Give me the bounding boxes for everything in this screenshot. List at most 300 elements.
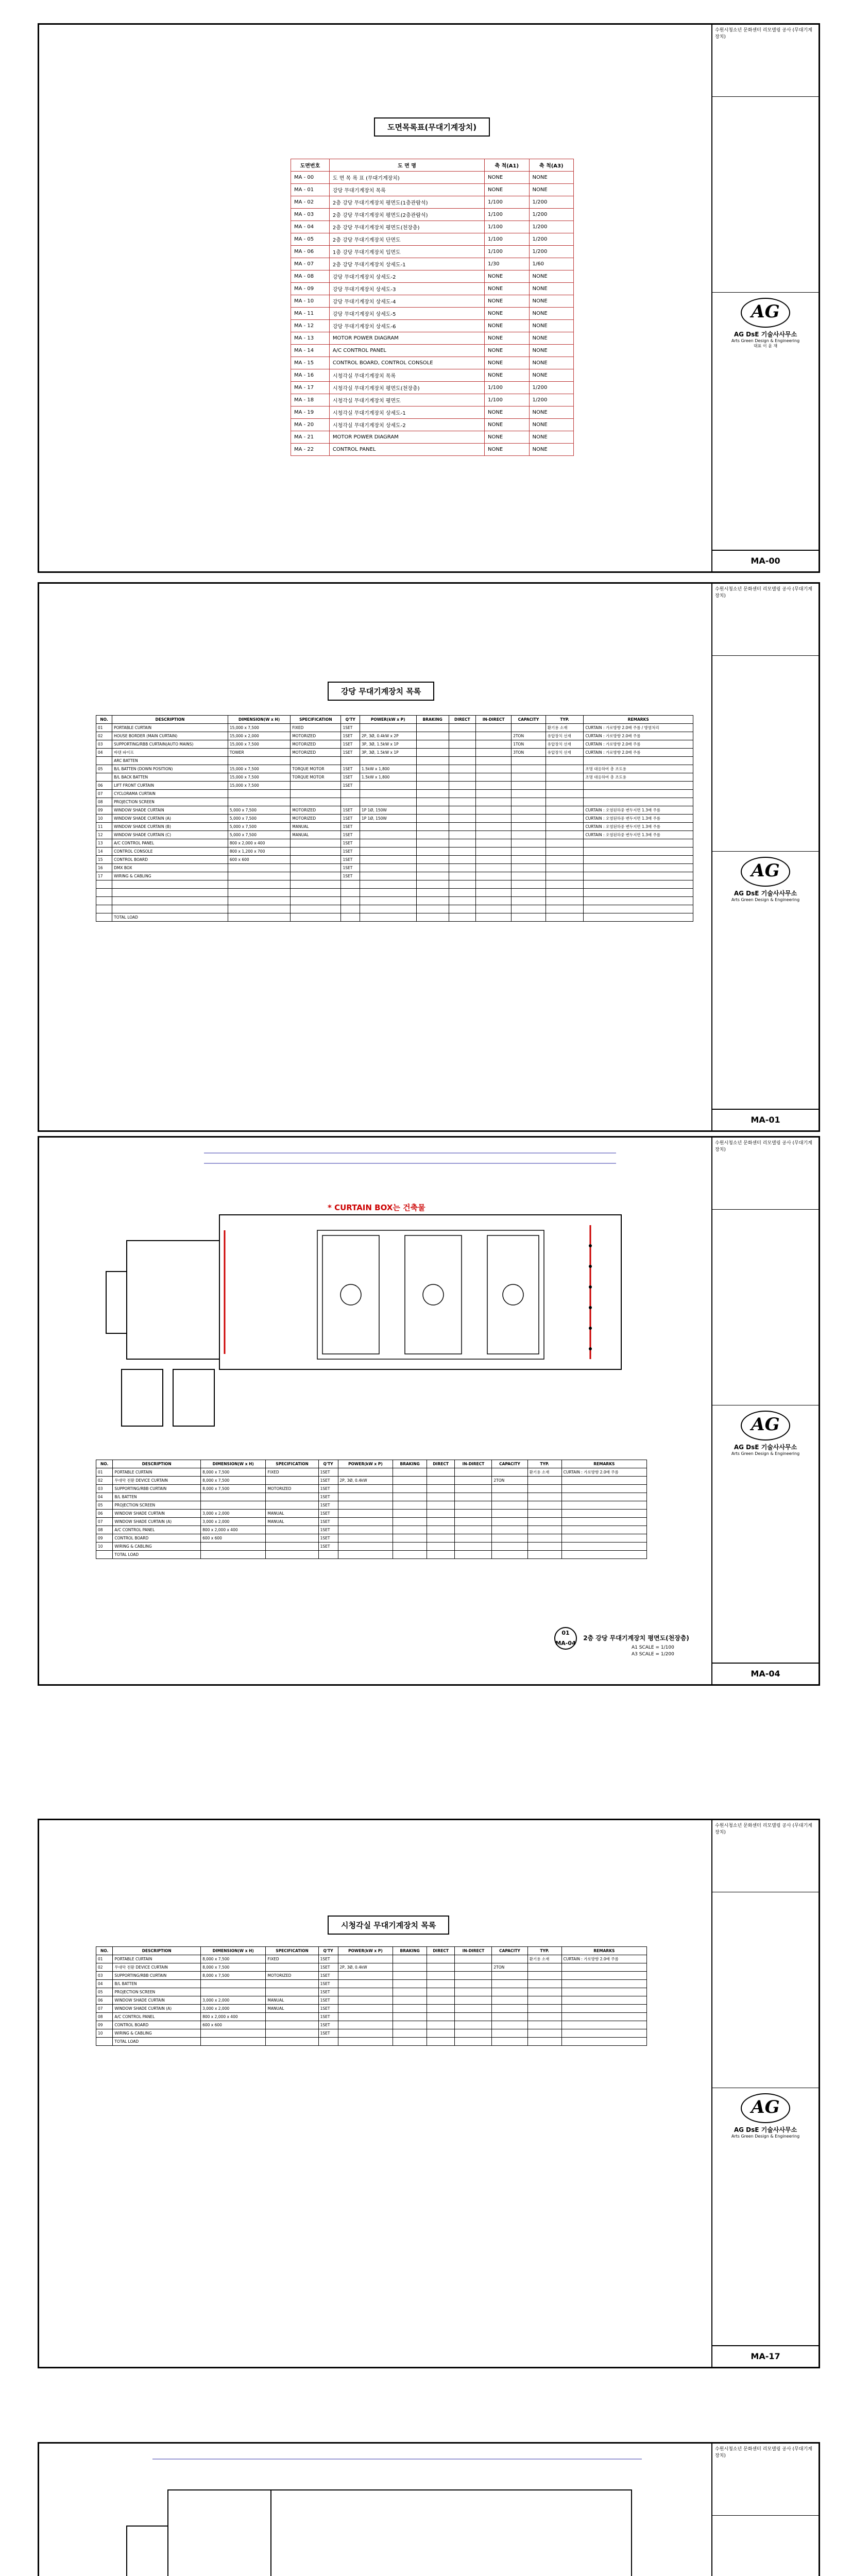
equipment-cell: SUPPORTING/RBB CURTAIN(AUTO MAINS) — [112, 740, 228, 749]
equipment-cell — [112, 889, 228, 897]
equipment-cell — [427, 1996, 455, 2005]
equipment-cell — [449, 856, 475, 864]
equipment-cell — [527, 1996, 561, 2005]
equipment-cell — [475, 848, 511, 856]
equipment-cell — [475, 724, 511, 732]
equipment-cell — [455, 1996, 492, 2005]
equipment-cell — [291, 889, 341, 897]
equipment-cell — [561, 2021, 646, 2029]
equipment-cell: 1SET — [341, 749, 360, 757]
equipment-cell: B/L BATTEN (DOWN POSITION) — [112, 765, 228, 773]
equipment-cell — [416, 913, 449, 922]
equipment-cell: WIRING & CABLING — [113, 2029, 201, 2038]
equipment-cell — [475, 790, 511, 798]
equipment-cell: CURTAIN : 가로방향 2.0배 주름 / 방염처리 — [584, 724, 693, 732]
equipment-cell — [201, 1543, 266, 1551]
equipment-header-cell: Q'TY — [318, 1460, 338, 1468]
equipment-header-cell: Q'TY — [341, 716, 360, 724]
equipment-cell — [360, 757, 416, 765]
index-cell: MA - 20 — [291, 419, 330, 431]
equipment-cell — [393, 2029, 427, 2038]
revision-area — [712, 97, 819, 293]
equipment-cell — [416, 749, 449, 757]
sheet-title — [328, 682, 434, 701]
equipment-cell — [416, 823, 449, 831]
index-cell: MA - 13 — [291, 332, 330, 345]
equipment-cell: FIXED — [291, 724, 341, 732]
equipment-cell: 1P 1Ø, 150W — [360, 815, 416, 823]
equipment-cell: 1P 1Ø, 150W — [360, 806, 416, 815]
equipment-header-cell: POWER(kW x P) — [338, 1947, 393, 1955]
equipment-cell — [584, 782, 693, 790]
equipment-cell: 1SET — [318, 1955, 338, 1963]
index-row — [291, 406, 574, 419]
equipment-cell: 01 — [96, 1468, 113, 1477]
equipment-row — [96, 2005, 647, 2013]
equipment-cell — [455, 1972, 492, 1980]
equipment-cell — [527, 1477, 561, 1485]
drawing-number: 01 MA-04 — [554, 1627, 577, 1650]
equipment-cell — [527, 1510, 561, 1518]
equipment-cell — [393, 1485, 427, 1493]
equipment-row — [96, 889, 693, 897]
equipment-cell — [96, 897, 112, 905]
equipment-cell — [475, 905, 511, 913]
equipment-cell — [416, 757, 449, 765]
equipment-cell — [360, 889, 416, 897]
equipment-row — [96, 1485, 647, 1493]
equipment-cell — [455, 1526, 492, 1534]
equipment-cell: TORQUE MOTOR — [291, 773, 341, 782]
equipment-cell — [512, 798, 546, 806]
equipment-cell: 15,000 x 7,500 — [228, 765, 290, 773]
equipment-cell — [291, 839, 341, 848]
equipment-cell: 07 — [96, 790, 112, 798]
equipment-cell — [449, 815, 475, 823]
index-row — [291, 419, 574, 431]
equipment-cell: 15,000 x 7,500 — [228, 773, 290, 782]
index-cell: NONE — [529, 270, 574, 283]
firm-logo: AG — [712, 2088, 819, 2125]
index-cell: 1/200 — [529, 209, 574, 221]
equipment-row — [96, 749, 693, 757]
index-cell: 시청각실 무대기계장치 상세도-1 — [329, 406, 484, 419]
equipment-row — [96, 1988, 647, 1996]
equipment-cell: CONTROL BOARD — [113, 1534, 201, 1543]
equipment-cell: 13 — [96, 839, 112, 848]
index-cell: MA - 16 — [291, 369, 330, 382]
equipment-cell — [427, 1510, 455, 1518]
index-cell: NONE — [485, 320, 529, 332]
firm-name-en: Arts Green Design & Engineering — [731, 1451, 800, 1456]
index-cell: MOTOR POWER DIAGRAM — [329, 332, 484, 345]
equipment-cell — [96, 1551, 113, 1559]
equipment-cell: 03 — [96, 740, 112, 749]
equipment-cell: 17 — [96, 872, 112, 880]
equipment-header-cell: SPECIFICATION — [266, 1460, 318, 1468]
equipment-cell — [584, 913, 693, 922]
equipment-cell — [492, 1972, 527, 1980]
equipment-cell — [455, 2038, 492, 2046]
equipment-cell — [475, 798, 511, 806]
equipment-cell — [546, 823, 584, 831]
equipment-row — [96, 757, 693, 765]
equipment-cell — [393, 1477, 427, 1485]
equipment-cell — [393, 1963, 427, 1972]
equipment-cell — [266, 1501, 318, 1510]
equipment-row — [96, 839, 693, 848]
equipment-cell: 01 — [96, 724, 112, 732]
equipment-cell: HOUSE BORDER (MAIN CURTAIN) — [112, 732, 228, 740]
equipment-cell — [512, 880, 546, 889]
drawing-sheet-ma-04 — [38, 1136, 820, 1686]
equipment-header-cell: NO. — [96, 1947, 113, 1955]
equipment-cell — [584, 897, 693, 905]
equipment-header-cell: DESCRIPTION — [113, 1947, 201, 1955]
equipment-cell — [427, 1972, 455, 1980]
equipment-cell: WINDOW SHADE CURTAIN — [113, 1510, 201, 1518]
equipment-cell: WINDOW SHADE CURTAIN (C) — [112, 831, 228, 839]
equipment-cell: 1SET — [318, 1963, 338, 1972]
equipment-cell — [527, 1988, 561, 1996]
equipment-row — [96, 1477, 647, 1485]
equipment-cell: 1SET — [341, 765, 360, 773]
equipment-header-cell: Q'TY — [318, 1947, 338, 1955]
index-cell: NONE — [485, 308, 529, 320]
equipment-cell: MOTORIZED — [266, 1972, 318, 1980]
equipment-cell — [455, 2005, 492, 2013]
equipment-cell: 14 — [96, 848, 112, 856]
equipment-cell — [455, 1510, 492, 1518]
equipment-cell: PROJECTION SCREEN — [113, 1501, 201, 1510]
equipment-cell: 1SET — [318, 1468, 338, 1477]
equipment-cell — [416, 848, 449, 856]
index-row — [291, 184, 574, 196]
equipment-cell — [360, 823, 416, 831]
sheet-number: MA-00 — [712, 550, 819, 571]
equipment-cell — [475, 773, 511, 782]
equipment-cell: MANUAL — [266, 1996, 318, 2005]
equipment-cell — [112, 897, 228, 905]
equipment-cell: 2TON — [492, 1963, 527, 1972]
equipment-cell — [338, 1501, 393, 1510]
equipment-cell — [584, 880, 693, 889]
equipment-cell: ARC BATTEN — [112, 757, 228, 765]
equipment-cell: FIXED — [266, 1955, 318, 1963]
equipment-cell — [201, 1493, 266, 1501]
equipment-cell — [449, 790, 475, 798]
equipment-cell — [228, 913, 290, 922]
equipment-cell: CURTAIN : 오염된하중 변두지면 1.3배 주름 — [584, 823, 693, 831]
index-cell: MA - 15 — [291, 357, 330, 369]
equipment-cell — [427, 1955, 455, 1963]
equipment-cell — [228, 905, 290, 913]
equipment-row — [96, 740, 693, 749]
equipment-cell — [266, 1988, 318, 1996]
index-cell: 1/100 — [485, 209, 529, 221]
index-cell: 1/100 — [485, 196, 529, 209]
equipment-cell — [338, 1493, 393, 1501]
equipment-cell — [427, 1518, 455, 1526]
index-row — [291, 308, 574, 320]
equipment-row — [96, 1468, 647, 1477]
equipment-header-cell: DIMENSION(W x H) — [228, 716, 290, 724]
index-row — [291, 295, 574, 308]
equipment-cell: 08 — [96, 2013, 113, 2021]
equipment-cell — [561, 1518, 646, 1526]
equipment-cell — [338, 1996, 393, 2005]
index-cell: MA - 02 — [291, 196, 330, 209]
equipment-cell — [96, 889, 112, 897]
equipment-cell — [416, 790, 449, 798]
equipment-header-cell: TYP. — [527, 1947, 561, 1955]
equipment-cell — [427, 2005, 455, 2013]
index-cell: MA - 10 — [291, 295, 330, 308]
equipment-cell — [393, 2005, 427, 2013]
equipment-cell: TOTAL LOAD — [113, 1551, 201, 1559]
index-cell: MA - 21 — [291, 431, 330, 444]
equipment-cell: 1SET — [318, 1972, 338, 1980]
equipment-row — [96, 856, 693, 864]
equipment-cell — [584, 839, 693, 848]
equipment-cell: PORTABLE CURTAIN — [112, 724, 228, 732]
equipment-cell: 환기용 소재 — [527, 1468, 561, 1477]
revision-area — [712, 1892, 819, 2088]
equipment-cell: 02 — [96, 1477, 113, 1485]
equipment-cell: 10 — [96, 1543, 113, 1551]
equipment-cell: 조명 대응하여 총 조도용 — [584, 765, 693, 773]
equipment-cell — [266, 1493, 318, 1501]
equipment-cell — [449, 872, 475, 880]
equipment-cell — [527, 2029, 561, 2038]
equipment-cell: 1SET — [341, 740, 360, 749]
court-lines — [317, 1230, 544, 1359]
index-header-cell: 축 척(A3) — [529, 159, 574, 172]
revision-area — [712, 2516, 819, 2576]
equipment-cell — [512, 815, 546, 823]
index-cell: MA - 04 — [291, 221, 330, 233]
equipment-header-cell: CAPACITY — [512, 716, 546, 724]
equipment-cell: WINDOW SHADE CURTAIN (A) — [112, 815, 228, 823]
equipment-cell: 06 — [96, 1996, 113, 2005]
equipment-cell: 3,000 x 2,000 — [201, 1518, 266, 1526]
equipment-cell: CURTAIN : 가로방향 2.0배 주름 — [584, 740, 693, 749]
index-cell: NONE — [485, 406, 529, 419]
firm-name-en: Arts Green Design & Engineering — [731, 338, 800, 343]
equipment-cell: 03 — [96, 1972, 113, 1980]
equipment-cell — [427, 1963, 455, 1972]
equipment-cell — [291, 880, 341, 889]
firm-name: AG DsE 기술사사무소 — [734, 890, 797, 897]
equipment-row — [96, 2029, 647, 2038]
equipment-cell: 11 — [96, 823, 112, 831]
index-cell: 강당 무대기계장치 상세도-3 — [329, 283, 484, 295]
equipment-cell — [561, 2038, 646, 2046]
equipment-cell — [360, 856, 416, 864]
equipment-cell — [512, 831, 546, 839]
index-cell: MA - 12 — [291, 320, 330, 332]
equipment-cell: 1SET — [318, 2013, 338, 2021]
equipment-cell: 유압장치 선재 — [546, 740, 584, 749]
equipment-cell — [318, 2038, 338, 2046]
equipment-cell — [475, 889, 511, 897]
equipment-cell: CYCLORAMA CURTAIN — [112, 790, 228, 798]
equipment-cell — [455, 2029, 492, 2038]
equipment-cell: 무대막 전환 DEVICE CURTAIN — [113, 1477, 201, 1485]
index-cell: 2층 강당 무대기계장치 단면도 — [329, 233, 484, 246]
index-cell: 강당 무대기계장치 상세도-4 — [329, 295, 484, 308]
index-cell: MA - 07 — [291, 258, 330, 270]
equipment-cell: 800 x 1,200 x 700 — [228, 848, 290, 856]
equipment-cell: B/L BATTEN — [113, 1493, 201, 1501]
equipment-cell — [338, 1955, 393, 1963]
equipment-cell — [360, 724, 416, 732]
equipment-cell — [266, 1534, 318, 1543]
equipment-header-cell: POWER(kW x P) — [338, 1460, 393, 1468]
equipment-cell — [341, 889, 360, 897]
equipment-header-cell: POWER(kW x P) — [360, 716, 416, 724]
equipment-header-cell: DIMENSION(W x H) — [201, 1947, 266, 1955]
index-cell: NONE — [529, 345, 574, 357]
equipment-cell — [291, 782, 341, 790]
equipment-cell: 15,000 x 7,500 — [228, 782, 290, 790]
equipment-cell — [318, 1551, 338, 1559]
equipment-cell — [584, 905, 693, 913]
equipment-cell: LIFT FRONT CURTAIN — [112, 782, 228, 790]
equipment-cell — [512, 872, 546, 880]
equipment-cell: CURTAIN : 가로방향 2.0배 주름 — [561, 1955, 646, 1963]
scale-a3: A3 SCALE = 1/200 — [632, 1652, 674, 1657]
equipment-cell — [546, 897, 584, 905]
equipment-cell — [360, 790, 416, 798]
equipment-cell: 600 x 600 — [201, 1534, 266, 1543]
equipment-cell — [584, 889, 693, 897]
equipment-row — [96, 823, 693, 831]
equipment-cell — [393, 1988, 427, 1996]
equipment-cell — [527, 2038, 561, 2046]
project-name: 수원시청소년 문화센터 리모델링 공사 (무대기계장치) — [712, 2444, 819, 2516]
equipment-cell — [546, 856, 584, 864]
index-header-cell: 도면번호 — [291, 159, 330, 172]
equipment-cell: CONTROL CONSOLE — [112, 848, 228, 856]
equipment-cell — [338, 1980, 393, 1988]
equipment-header-cell: CAPACITY — [492, 1947, 527, 1955]
index-cell: 1/200 — [529, 233, 574, 246]
title-block — [711, 584, 819, 1130]
index-cell: 1/100 — [485, 233, 529, 246]
equipment-cell — [393, 1996, 427, 2005]
equipment-cell — [338, 2013, 393, 2021]
index-cell: 강당 무대기계장치 목록 — [329, 184, 484, 196]
equipment-cell: 5,000 x 7,500 — [228, 823, 290, 831]
equipment-cell — [475, 831, 511, 839]
equipment-cell: MANUAL — [291, 831, 341, 839]
equipment-cell — [341, 880, 360, 889]
index-cell: NONE — [529, 332, 574, 345]
index-cell: 시청각실 무대기계장치 평면도 — [329, 394, 484, 406]
equipment-cell — [427, 2013, 455, 2021]
equipment-row — [96, 1534, 647, 1543]
index-cell: 1/30 — [485, 258, 529, 270]
equipment-cell — [512, 765, 546, 773]
index-cell: 시청각실 무대기계장치 목록 — [329, 369, 484, 382]
index-row — [291, 283, 574, 295]
equipment-cell — [527, 1501, 561, 1510]
equipment-row — [96, 2038, 647, 2046]
equipment-cell: 1SET — [341, 872, 360, 880]
equipment-cell: A/C CONTROL PANEL — [112, 839, 228, 848]
equipment-cell — [291, 913, 341, 922]
equipment-cell — [512, 806, 546, 815]
index-cell: NONE — [485, 419, 529, 431]
equipment-cell — [427, 2038, 455, 2046]
equipment-cell — [360, 897, 416, 905]
index-cell: NONE — [529, 419, 574, 431]
equipment-cell: 1SET — [341, 815, 360, 823]
equipment-cell — [416, 831, 449, 839]
floor-plan-drawing — [49, 1143, 698, 1431]
equipment-cell — [228, 798, 290, 806]
equipment-cell — [512, 897, 546, 905]
equipment-cell — [584, 848, 693, 856]
index-cell: 2층 강당 무대기계장치 평면도(천장층) — [329, 221, 484, 233]
index-row — [291, 209, 574, 221]
equipment-cell — [527, 1493, 561, 1501]
equipment-cell — [112, 880, 228, 889]
equipment-cell — [455, 1963, 492, 1972]
equipment-cell — [527, 1551, 561, 1559]
equipment-cell — [546, 815, 584, 823]
equipment-cell — [584, 790, 693, 798]
equipment-cell: MOTORIZED — [291, 806, 341, 815]
sheet-number: MA-04 — [712, 1663, 819, 1684]
project-name: 수원시청소년 문화센터 리모델링 공사 (무대기계장치) — [712, 25, 819, 97]
equipment-cell: 12 — [96, 831, 112, 839]
equipment-cell — [584, 798, 693, 806]
equipment-cell — [475, 872, 511, 880]
equipment-cell — [96, 913, 112, 922]
equipment-cell: 1SET — [341, 864, 360, 872]
equipment-cell — [492, 1468, 527, 1477]
equipment-cell — [341, 757, 360, 765]
sheet-title — [374, 117, 490, 137]
index-cell: 강당 무대기계장치 상세도-6 — [329, 320, 484, 332]
equipment-row — [96, 1972, 647, 1980]
equipment-cell — [475, 749, 511, 757]
equipment-cell — [393, 2021, 427, 2029]
equipment-cell — [492, 1501, 527, 1510]
equipment-cell — [427, 1534, 455, 1543]
equipment-header-cell: BRAKING — [393, 1947, 427, 1955]
equipment-cell: PORTABLE CURTAIN — [113, 1468, 201, 1477]
equipment-cell — [393, 1501, 427, 1510]
equipment-cell — [449, 732, 475, 740]
equipment-cell — [416, 765, 449, 773]
equipment-cell — [527, 1485, 561, 1493]
equipment-cell: 3P, 3Ø, 1.5kW x 1P — [360, 749, 416, 757]
equipment-cell — [546, 798, 584, 806]
equipment-cell — [266, 1477, 318, 1485]
equipment-row — [96, 1963, 647, 1972]
drawing-index-table — [291, 159, 574, 456]
equipment-cell: 1SET — [341, 848, 360, 856]
firm-name-en: Arts Green Design & Engineering — [731, 897, 800, 902]
index-header-cell: 축 척(A1) — [485, 159, 529, 172]
equipment-cell — [228, 889, 290, 897]
equipment-cell — [561, 1477, 646, 1485]
equipment-cell — [449, 757, 475, 765]
index-cell: NONE — [485, 184, 529, 196]
